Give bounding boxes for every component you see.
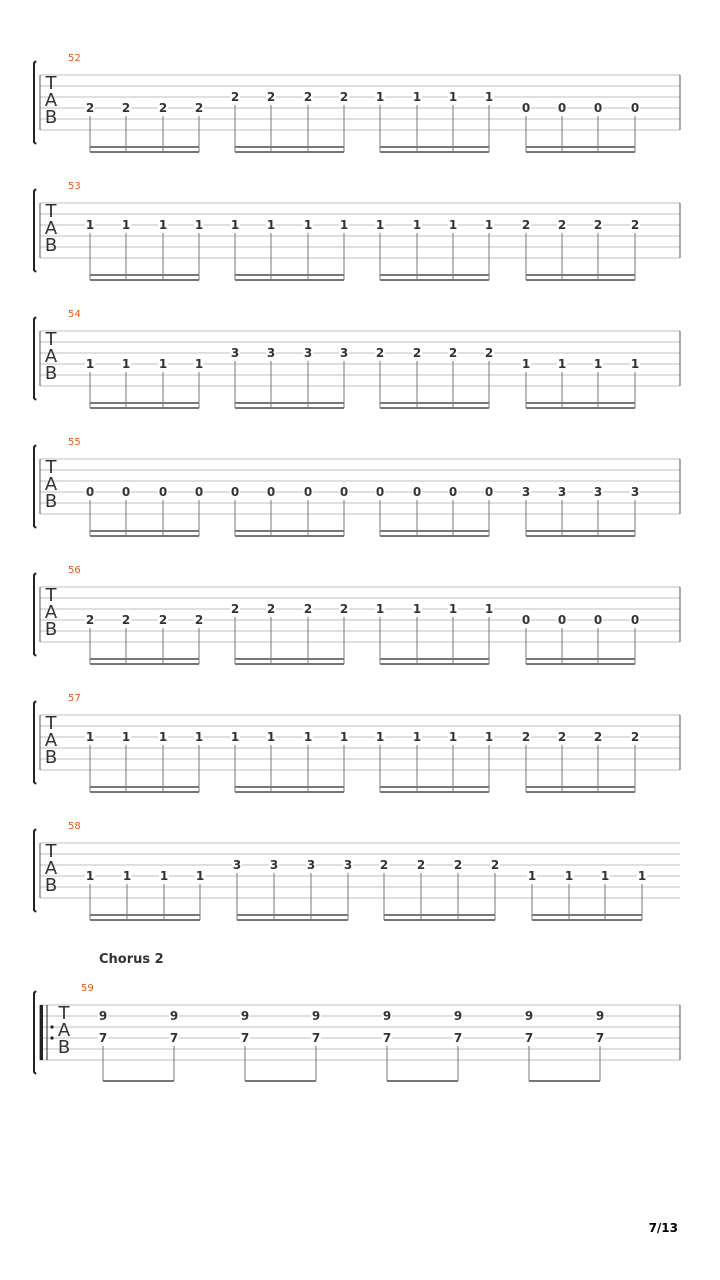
beam [235,402,344,404]
fret-number: 0 [557,101,567,115]
fret-number: 1 [194,357,204,371]
beam [526,279,635,281]
beam [90,535,199,537]
fret-number: 1 [266,730,276,744]
fret-number: 9 [240,1009,250,1023]
fret-number: 2 [630,730,640,744]
fret-number: 2 [490,858,500,872]
fret-number: 1 [484,90,494,104]
fret-number: 2 [266,90,276,104]
beam [526,658,635,660]
beam [235,658,344,660]
fret-number: 0 [593,613,603,627]
tab-clef-letter: A [44,602,58,623]
system-bracket [34,573,36,656]
fret-number: 2 [630,218,640,232]
fret-number: 2 [158,101,168,115]
beam [90,914,200,916]
fret-number: 1 [375,730,385,744]
fret-number: 9 [98,1009,108,1023]
measure-number: 59 [81,983,94,994]
beam [384,914,495,916]
fret-number: 9 [311,1009,321,1023]
fret-number: 0 [230,485,240,499]
beam [90,530,199,532]
fret-number: 1 [564,869,574,883]
fret-number: 1 [600,869,610,883]
fret-number: 1 [412,90,422,104]
fret-number: 3 [266,346,276,360]
fret-number: 1 [158,357,168,371]
beam [526,146,635,148]
beam [532,914,642,916]
fret-number: 2 [85,101,95,115]
fret-number: 9 [169,1009,179,1023]
fret-number: 1 [195,869,205,883]
fret-number: 2 [521,730,531,744]
beam [526,663,635,665]
fret-number: 2 [303,90,313,104]
beam [380,402,489,404]
fret-number: 1 [484,730,494,744]
fret-number: 1 [527,869,537,883]
tab-clef-letter: B [44,363,58,384]
beam [526,402,635,404]
fret-number: 3 [630,485,640,499]
beam [526,151,635,153]
tab-clef-letter: T [45,713,57,734]
fret-number: 0 [303,485,313,499]
fret-number: 1 [266,218,276,232]
fret-number: 1 [121,357,131,371]
beam [380,530,489,532]
fret-number: 2 [448,346,458,360]
system-bracket [34,445,36,528]
fret-number: 7 [524,1031,534,1045]
fret-number: 0 [557,613,567,627]
beam [380,279,489,281]
beam [235,279,344,281]
system-bracket [34,189,36,272]
fret-number: 3 [232,858,242,872]
fret-number: 1 [484,218,494,232]
beam [380,535,489,537]
tab-clef-letter: B [44,747,58,768]
tab-clef-letter: B [44,235,58,256]
fret-number: 1 [158,730,168,744]
fret-number: 1 [303,730,313,744]
measure-number: 54 [68,309,81,320]
fret-number: 1 [484,602,494,616]
beam [380,786,489,788]
fret-number: 0 [630,613,640,627]
section-label: Chorus 2 [99,952,164,967]
tab-clef-letter: B [44,875,58,896]
fret-number: 7 [453,1031,463,1045]
fret-number: 3 [269,858,279,872]
fret-number: 1 [412,730,422,744]
beam [380,151,489,153]
fret-number: 0 [121,485,131,499]
measure-number: 58 [68,821,81,832]
system-bracket [34,61,36,144]
beam [235,535,344,537]
fret-number: 1 [593,357,603,371]
fret-number: 2 [121,613,131,627]
beam [90,658,199,660]
fret-number: 3 [303,346,313,360]
fret-number: 0 [266,485,276,499]
tab-clef-letter: B [44,619,58,640]
fret-number: 0 [412,485,422,499]
beam [526,791,635,793]
beam [380,658,489,660]
fret-number: 1 [412,218,422,232]
tab-clef-letter: T [45,329,57,350]
fret-number: 1 [521,357,531,371]
beam [103,1080,174,1082]
tab-clef-letter: T [45,73,57,94]
tab-clef-letter: A [44,858,58,879]
fret-number: 3 [521,485,531,499]
tab-clef-letter: A [44,730,58,751]
fret-number: 2 [194,613,204,627]
beam [526,274,635,276]
fret-number: 7 [98,1031,108,1045]
fret-number: 3 [306,858,316,872]
page-number: 7/13 [648,1221,678,1235]
fret-number: 9 [595,1009,605,1023]
fret-number: 0 [375,485,385,499]
tab-clef-letter: B [57,1037,71,1058]
fret-number: 3 [230,346,240,360]
tab-clef-letter: A [44,474,58,495]
fret-number: 1 [448,218,458,232]
beam [90,279,199,281]
beam [90,786,199,788]
fret-number: 1 [194,218,204,232]
tab-clef-letter: A [57,1020,71,1041]
fret-number: 2 [593,730,603,744]
fret-number: 1 [448,730,458,744]
fret-number: 1 [85,357,95,371]
fret-number: 2 [379,858,389,872]
tab-clef-letter: T [45,841,57,862]
beam [235,530,344,532]
fret-number: 2 [121,101,131,115]
beam [526,530,635,532]
fret-number: 0 [339,485,349,499]
repeat-dot [50,1036,53,1039]
system-bracket [34,991,36,1074]
beam [235,791,344,793]
fret-number: 0 [521,613,531,627]
fret-number: 1 [158,218,168,232]
fret-number: 1 [159,869,169,883]
fret-number: 1 [230,218,240,232]
beam [90,146,199,148]
fret-number: 2 [521,218,531,232]
fret-number: 1 [194,730,204,744]
fret-number: 1 [375,90,385,104]
beam [380,274,489,276]
fret-number: 2 [453,858,463,872]
fret-number: 1 [375,218,385,232]
fret-number: 1 [412,602,422,616]
fret-number: 2 [230,90,240,104]
tab-clef-letter: T [45,201,57,222]
fret-number: 3 [593,485,603,499]
beam [245,1080,316,1082]
tab-clef-letter: T [45,585,57,606]
beam [532,919,642,921]
fret-number: 2 [339,602,349,616]
fret-number: 9 [453,1009,463,1023]
tab-clef-letter: B [44,491,58,512]
fret-number: 2 [557,218,567,232]
fret-number: 9 [382,1009,392,1023]
fret-number: 2 [303,602,313,616]
beam [380,663,489,665]
fret-number: 2 [339,90,349,104]
beam [235,146,344,148]
beam [90,402,199,404]
fret-number: 7 [169,1031,179,1045]
beam [90,663,199,665]
fret-number: 1 [85,218,95,232]
fret-number: 1 [303,218,313,232]
fret-number: 0 [448,485,458,499]
beam [237,914,348,916]
tab-clef-letter: T [45,457,57,478]
measure-number: 57 [68,693,81,704]
fret-number: 2 [416,858,426,872]
tab-clef-letter: A [44,346,58,367]
beam [526,407,635,409]
measure-number: 56 [68,565,81,576]
beam [90,274,199,276]
beam [380,791,489,793]
fret-number: 2 [230,602,240,616]
measure-number: 53 [68,181,81,192]
measure-number: 52 [68,53,81,64]
fret-number: 0 [484,485,494,499]
beam [387,1080,458,1082]
system-bracket [34,317,36,400]
beam [380,146,489,148]
beam [90,919,200,921]
fret-number: 1 [637,869,647,883]
fret-number: 7 [382,1031,392,1045]
tab-clef-letter: T [58,1003,70,1024]
tab-clef-letter: B [44,107,58,128]
repeat-thick-bar [40,1005,43,1060]
measure-number: 55 [68,437,81,448]
fret-number: 2 [158,613,168,627]
beam [235,407,344,409]
beam [235,151,344,153]
fret-number: 0 [194,485,204,499]
fret-number: 2 [194,101,204,115]
fret-number: 0 [630,101,640,115]
system-bracket [34,701,36,784]
fret-number: 7 [240,1031,250,1045]
fret-number: 1 [85,730,95,744]
fret-number: 7 [311,1031,321,1045]
beam [235,786,344,788]
fret-number: 3 [339,346,349,360]
fret-number: 3 [557,485,567,499]
beam [235,663,344,665]
beam [529,1080,600,1082]
fret-number: 2 [412,346,422,360]
beam [235,274,344,276]
beam [384,919,495,921]
fret-number: 0 [85,485,95,499]
fret-number: 0 [521,101,531,115]
fret-number: 1 [448,602,458,616]
fret-number: 1 [122,869,132,883]
fret-number: 2 [557,730,567,744]
beam [90,151,199,153]
fret-number: 7 [595,1031,605,1045]
fret-number: 1 [230,730,240,744]
beam [526,535,635,537]
fret-number: 1 [121,730,131,744]
fret-number: 1 [85,869,95,883]
fret-number: 2 [375,346,385,360]
beam [526,786,635,788]
fret-number: 2 [85,613,95,627]
repeat-dot [50,1025,53,1028]
fret-number: 9 [524,1009,534,1023]
fret-number: 1 [339,218,349,232]
fret-number: 1 [557,357,567,371]
fret-number: 1 [375,602,385,616]
beam [90,407,199,409]
tab-clef-letter: A [44,218,58,239]
fret-number: 0 [593,101,603,115]
fret-number: 1 [630,357,640,371]
beam [237,919,348,921]
system-bracket [34,829,36,912]
fret-number: 2 [593,218,603,232]
fret-number: 2 [266,602,276,616]
tab-clef-letter: A [44,90,58,111]
fret-number: 1 [339,730,349,744]
fret-number: 2 [484,346,494,360]
fret-number: 1 [448,90,458,104]
fret-number: 3 [343,858,353,872]
fret-number: 0 [158,485,168,499]
fret-number: 1 [121,218,131,232]
beam [380,407,489,409]
beam [90,791,199,793]
